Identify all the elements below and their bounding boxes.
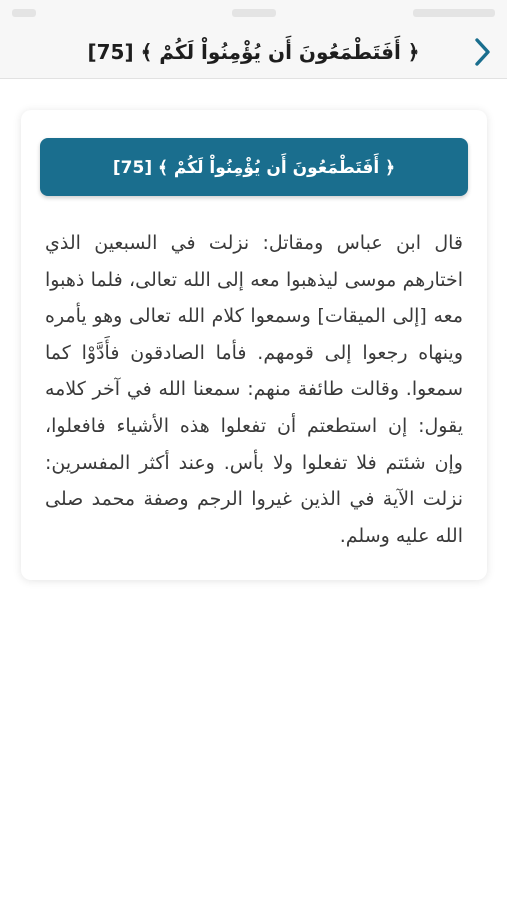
status-bar-left-indicator (12, 9, 36, 17)
page-title: ﴿ أَفَتَطْمَعُونَ أَن يُؤْمِنُواْ لَكُمْ ﴾ [75] (87, 40, 420, 64)
chevron-right-icon (472, 37, 492, 67)
verse-text: ﴿ أَفَتَطْمَعُونَ أَن يُؤْمِنُواْ لَكُمْ ﴾ [75] (112, 157, 396, 178)
tafsir-text: قال ابن عباس ومقاتل: نزلت في السبعين الذي اختارهم موسى ليذهبوا معه إلى الله تعالى، فلما ذهبوا معه [إلى الميقات] وسمعوا كلام الله تعالى وهو يأمره وينهاه رجعوا إلى قومهم. فأما الصادقون فأَدَّوْا كما سمعوا. وقالت طائفة منهم: سمعنا الله في آخر كلامه يقول: إن استطعتم أن تفعلوا هذه الأشياء فافعلوا، وإن شئتم فلا تفعلوا ولا بأس. وعند أكثر المفسرين: نزلت الآية في الذين غيروا الرجم وصفة محمد صلى الله عليه وسلم. (45, 232, 463, 547)
verse-banner (40, 138, 468, 196)
status-bar-right-indicators (413, 9, 495, 17)
tafsir-card (21, 110, 487, 580)
navigation-bar (0, 26, 507, 79)
status-bar (0, 0, 507, 26)
back-button[interactable] (465, 34, 499, 70)
status-bar-clock (232, 9, 276, 17)
